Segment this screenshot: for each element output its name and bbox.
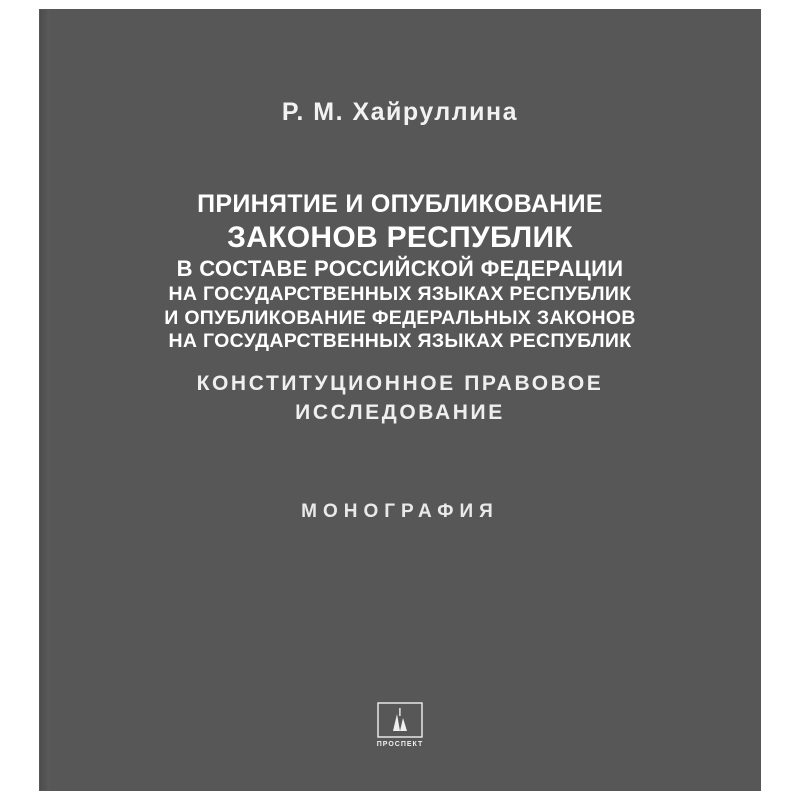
subtitle-line-1: КОНСТИТУЦИОННОЕ ПРАВОВОЕ	[196, 372, 604, 396]
book-subtitle	[40, 370, 760, 427]
book-cover	[40, 10, 760, 790]
prospekt-logo-icon	[377, 702, 423, 738]
title-line-6: НА ГОСУДАРСТВЕННЫХ ЯЗЫКАХ РЕСПУБЛИК	[168, 330, 632, 353]
title-line-1: ПРИНЯТИЕ И ОПУБЛИКОВАНИЕ	[197, 190, 603, 218]
book-title	[40, 189, 760, 354]
title-line-2: ЗАКОНОВ РЕСПУБЛИК	[227, 220, 573, 254]
title-line-3: В СОСТАВЕ РОССИЙСКОЙ ФЕДЕРАЦИИ	[176, 256, 624, 282]
author-name: Р. М. Хайруллина	[281, 98, 519, 126]
title-line-4: НА ГОСУДАРСТВЕННЫХ ЯЗЫКАХ РЕСПУБЛИК	[168, 282, 632, 305]
title-line-5: И ОПУБЛИКОВАНИЕ ФЕДЕРАЛЬНЫХ ЗАКОНОВ	[164, 306, 636, 329]
publisher-block	[40, 702, 760, 748]
publisher-name: ПРОСПЕКТ	[376, 741, 424, 748]
subtitle-line-2: ИССЛЕДОВАНИЕ	[295, 400, 505, 424]
publication-kind: МОНОГРАФИЯ	[301, 500, 499, 522]
